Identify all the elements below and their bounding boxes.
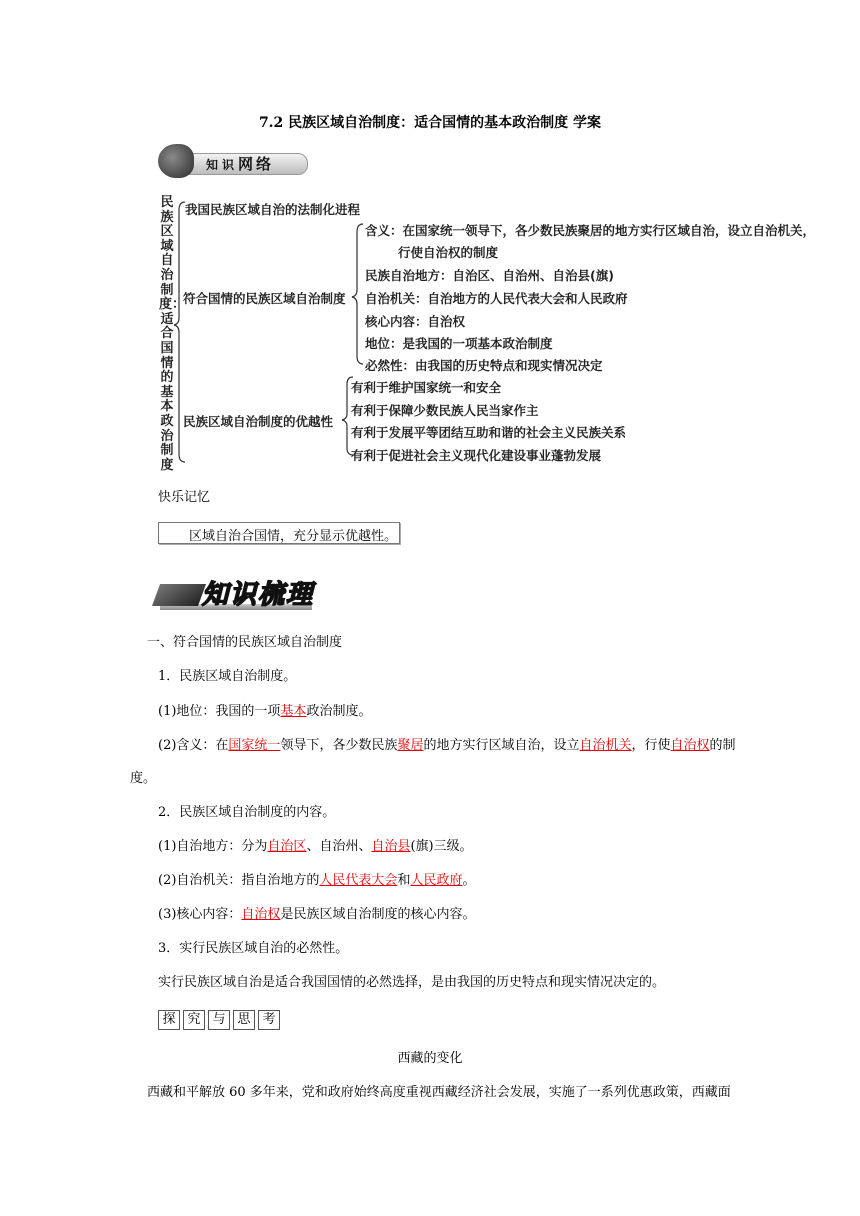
answer: 自治权 xyxy=(670,738,710,753)
answer: 自治机关 xyxy=(579,738,632,753)
paragraph: (2)自治机关：指自治地方的人民代表大会和人民政府。 xyxy=(158,873,476,888)
item-heading: 1．民族区域自治制度。 xyxy=(158,669,297,684)
happy-memory-heading: 快乐记忆 xyxy=(158,490,211,505)
branch2-item: 核心内容：自治权 xyxy=(365,314,466,329)
branch-superiority: 民族区域自治制度的优越性 xyxy=(183,414,334,429)
item-heading: 2．民族区域自治制度的内容。 xyxy=(158,805,336,820)
item-heading: 3．实行民族区域自治的必然性。 xyxy=(158,941,349,956)
answer: 基本 xyxy=(280,704,307,719)
section-heading: 一、符合国情的民族区域自治制度 xyxy=(147,635,343,650)
paragraph: (2)含义：在国家统一领导下，各少数民族聚居的地方实行区域自治，设立自治机关，行使自治权的制 xyxy=(158,738,736,753)
explore-box: 究 xyxy=(183,1010,205,1030)
paragraph: (1)地位：我国的一项基本政治制度。 xyxy=(158,704,372,719)
paragraph-continuation: 度。 xyxy=(130,771,157,786)
page-title: 7.2 民族区域自治制度：适合国情的基本政治制度 学案 xyxy=(258,115,602,131)
branch3-item: 有利于发展平等团结互助和谐的社会主义民族关系 xyxy=(351,425,627,440)
banner-text: 知识梳理 xyxy=(202,580,315,610)
paragraph: (1)自治地方：分为自治区、自治州、自治县(旗)三级。 xyxy=(158,839,473,854)
explore-box: 思 xyxy=(233,1010,255,1030)
banner-text: 知识网络 xyxy=(206,155,275,173)
explore-think-label xyxy=(158,1008,283,1030)
branch2-item: 行使自治权的制度 xyxy=(398,245,499,260)
answer: 聚居 xyxy=(397,738,424,753)
branch3-item: 有利于保障少数民族人民当家作主 xyxy=(351,403,539,418)
concept-map-root: 民族区域自治制度：适合国情的基本政治制度 xyxy=(159,195,186,473)
answer: 自治区 xyxy=(267,839,307,854)
paragraph: 实行民族区域自治是适合我国国情的必然选择，是由我国的历史特点和现实情况决定的。 xyxy=(158,975,666,990)
explore-box: 探 xyxy=(158,1010,180,1030)
explore-box: 与 xyxy=(208,1010,230,1030)
branch-national-conditions: 符合国情的民族区域自治制度 xyxy=(183,291,346,306)
answer: 国家统一 xyxy=(228,738,281,753)
article-text: 西藏和平解放 60 多年来，党和政府始终高度重视西藏经济社会发展，实施了一系列优惠政策，西藏面 xyxy=(147,1085,731,1100)
branch2-item: 必然性：由我国的历史特点和现实情况决定 xyxy=(365,358,603,373)
branch-legalization: 我国民族区域自治的法制化进程 xyxy=(185,202,361,217)
answer: 自治县 xyxy=(371,839,411,854)
branch2-item: 地位：是我国的一项基本政治制度 xyxy=(365,336,553,351)
knowledge-sorting-banner xyxy=(156,572,316,612)
happy-memory-text: 区域自治合国情，充分显示优越性。 xyxy=(189,529,398,544)
answer: 人民政府 xyxy=(410,873,463,888)
knowledge-network-banner xyxy=(158,144,310,178)
elephant-logo-icon xyxy=(158,144,194,178)
branch2-item: 民族自治地方：自治区、自治州、自治县(旗) xyxy=(365,268,614,283)
explore-box: 考 xyxy=(258,1010,280,1030)
branch3-item: 有利于维护国家统一和安全 xyxy=(351,380,502,395)
concept-map xyxy=(155,192,825,473)
book-icon xyxy=(152,584,206,606)
paragraph: (3)核心内容：自治权是民族区域自治制度的核心内容。 xyxy=(158,907,476,922)
happy-memory-box xyxy=(158,522,400,544)
branch2-item: 自治机关：自治地方的人民代表大会和人民政府 xyxy=(365,291,628,306)
answer: 自治权 xyxy=(241,907,281,922)
branch2-item: 含义：在国家统一领导下，各少数民族聚居的地方实行区域自治，设立自治机关， xyxy=(365,223,816,238)
answer: 人民代表大会 xyxy=(319,873,398,888)
branch3-item: 有利于促进社会主义现代化建设事业蓬勃发展 xyxy=(351,448,602,463)
article-title: 西藏的变化 xyxy=(397,1051,463,1066)
